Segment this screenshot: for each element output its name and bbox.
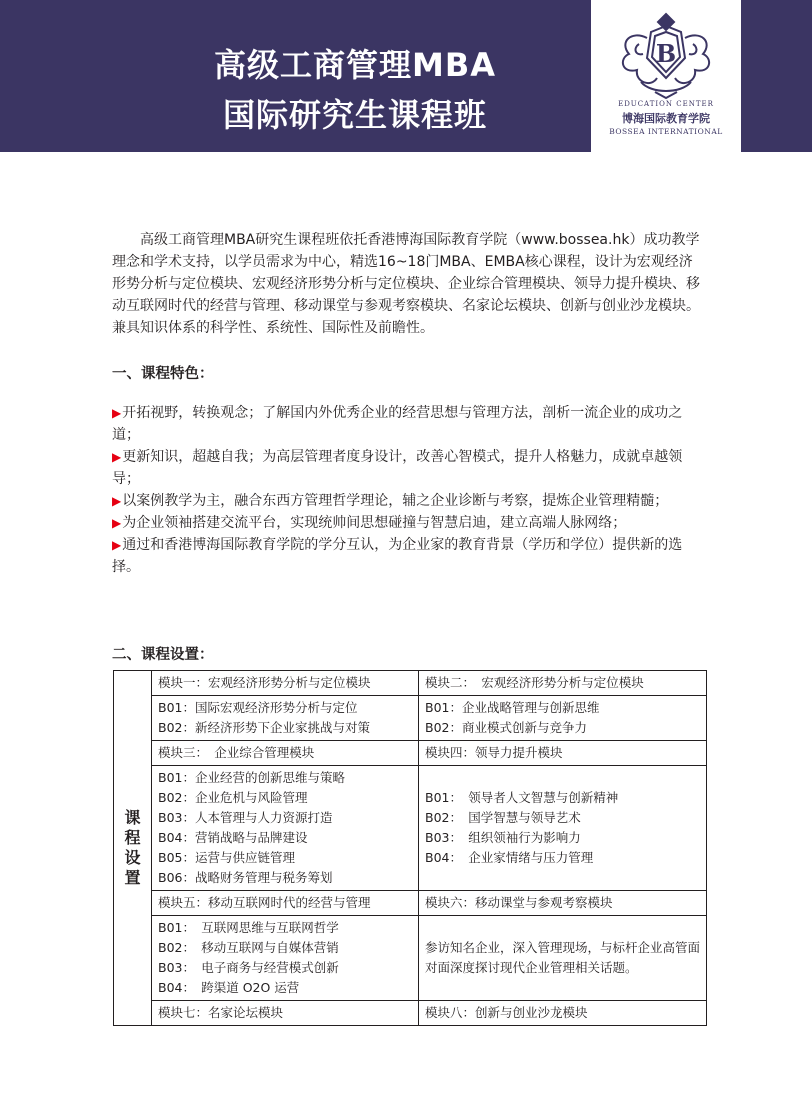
- page-header: [0, 0, 812, 152]
- logo-edu-center: EDUCATION CENTER: [618, 100, 714, 108]
- feature-text: 更新知识，超越自我；为高层管理者度身设计，改善心智模式，提升人格魅力，成就卓越领导；: [112, 449, 683, 487]
- course-item: B02：新经济形势下企业家挑战与对策: [158, 720, 370, 735]
- side-char: 设: [124, 848, 141, 867]
- course-item: B02： 国学智慧与领导艺术: [425, 810, 581, 825]
- course-item: B02：商业模式创新与竞争力: [425, 720, 587, 735]
- feature-text: 通过和香港博海国际教育学院的学分互认，为企业家的教育背景（学历和学位）提供新的选择。: [112, 537, 683, 575]
- module-7-title: 模块七：名家论坛模块: [152, 1001, 419, 1026]
- module-4-title: 模块四：领导力提升模块: [419, 741, 707, 766]
- module-8-title: 模块八：创新与创业沙龙模块: [419, 1001, 707, 1026]
- table-row: [114, 1001, 707, 1026]
- bullet-arrow-icon: ▶: [112, 494, 122, 508]
- table-row: [114, 766, 707, 891]
- course-item: B01：国际宏观经济形势分析与定位: [158, 700, 358, 715]
- feature-text: 开拓视野，转换观念；了解国内外优秀企业的经营思想与管理方法，剖析一流企业的成功之道；: [112, 405, 683, 443]
- section-heading-courses: 二、课程设置：: [112, 647, 214, 663]
- course-item: B02： 移动互联网与自媒体营销: [158, 940, 339, 955]
- list-item: [112, 490, 702, 512]
- title-line-1: 高级工商管理MBA: [213, 46, 496, 84]
- course-item: B02：企业危机与风险管理: [158, 790, 308, 805]
- module-2-courses: [419, 696, 707, 741]
- bullet-arrow-icon: ▶: [112, 406, 122, 420]
- table-row: [114, 671, 707, 696]
- table-row: [114, 696, 707, 741]
- feature-list: [112, 402, 702, 578]
- page-title: [185, 40, 525, 140]
- module-1-courses: [152, 696, 419, 741]
- course-item: B01：企业经营的创新思维与策略: [158, 770, 345, 785]
- table-row: [114, 741, 707, 766]
- logo-en-name: BOSSEA INTERNATIONAL: [609, 127, 723, 136]
- table-row: [114, 891, 707, 916]
- section-heading-features: 一、课程特色：: [112, 366, 214, 382]
- bullet-arrow-icon: ▶: [112, 450, 122, 464]
- course-item: B04：营销战略与品牌建设: [158, 830, 308, 845]
- list-item: [112, 512, 702, 534]
- side-label: [114, 671, 152, 1026]
- list-item: [112, 534, 702, 578]
- course-item: B03： 组织领袖行为影响力: [425, 830, 581, 845]
- module-5-courses: [152, 916, 419, 1001]
- logo-emblem-letter: B: [655, 39, 677, 68]
- intro-paragraph: 高级工商管理MBA研究生课程班依托香港博海国际教育学院（www.bossea.hk）成功教学理念和学术支持，以学员需求为中心，精选16~18门MBA、EMBA核心课程，设计为宏观经济形势分析与定位模块、宏观经济形势分析与定位模块、企业综合管理模块、领导力提升模块、移动互联网时代的经营与管理、移动课堂与参观考察模块、名家论坛模块、创新与创业沙龙模块。兼具知识体系的科学性、系统性、国际性及前瞻性。: [112, 232, 700, 336]
- course-table: [113, 670, 707, 1026]
- module-3-title: 模块三： 企业综合管理模块: [152, 741, 419, 766]
- module-6-description: 参访知名企业，深入管理现场，与标杆企业高管面对面深度探讨现代企业管理相关话题。: [419, 916, 707, 1001]
- module-2-title: 模块二： 宏观经济形势分析与定位模块: [419, 671, 707, 696]
- course-item: B04： 企业家情绪与压力管理: [425, 850, 594, 865]
- side-char: 程: [124, 828, 141, 847]
- course-item: B06：战略财务管理与税务筹划: [158, 870, 333, 885]
- feature-text: 以案例教学为主，融合东西方管理哲学理论，辅之企业诊断与考察，提炼企业管理精髓；: [122, 493, 669, 509]
- list-item: [112, 402, 702, 446]
- course-item: B05：运营与供应链管理: [158, 850, 295, 865]
- module-5-title: 模块五：移动互联网时代的经营与管理: [152, 891, 419, 916]
- logo: [591, 0, 741, 152]
- course-item: B01： 互联网思维与互联网哲学: [158, 920, 339, 935]
- side-char: 置: [124, 868, 141, 887]
- module-6-title: 模块六：移动课堂与参观考察模块: [419, 891, 707, 916]
- module-3-courses: [152, 766, 419, 891]
- bullet-arrow-icon: ▶: [112, 516, 122, 530]
- feature-text: 为企业领袖搭建交流平台，实现统帅间思想碰撞与智慧启迪，建立高端人脉网络；: [122, 515, 627, 531]
- course-item: B03： 电子商务与经营模式创新: [158, 960, 339, 975]
- logo-cn-name: 博海国际教育学院: [622, 112, 710, 125]
- table-row: [114, 916, 707, 1001]
- course-item: B01：企业战略管理与创新思维: [425, 700, 600, 715]
- bossea-emblem-icon: [611, 8, 721, 100]
- title-line-2: 国际研究生课程班: [222, 96, 487, 134]
- module-4-courses: [419, 766, 707, 891]
- list-item: [112, 446, 702, 490]
- side-char: 课: [124, 808, 141, 827]
- bullet-arrow-icon: ▶: [112, 538, 122, 552]
- course-item: B01： 领导者人文智慧与创新精神: [425, 790, 619, 805]
- course-item: B04： 跨渠道 O2O 运营: [158, 980, 300, 995]
- module-1-title: 模块一：宏观经济形势分析与定位模块: [152, 671, 419, 696]
- course-item: B03：人本管理与人力资源打造: [158, 810, 333, 825]
